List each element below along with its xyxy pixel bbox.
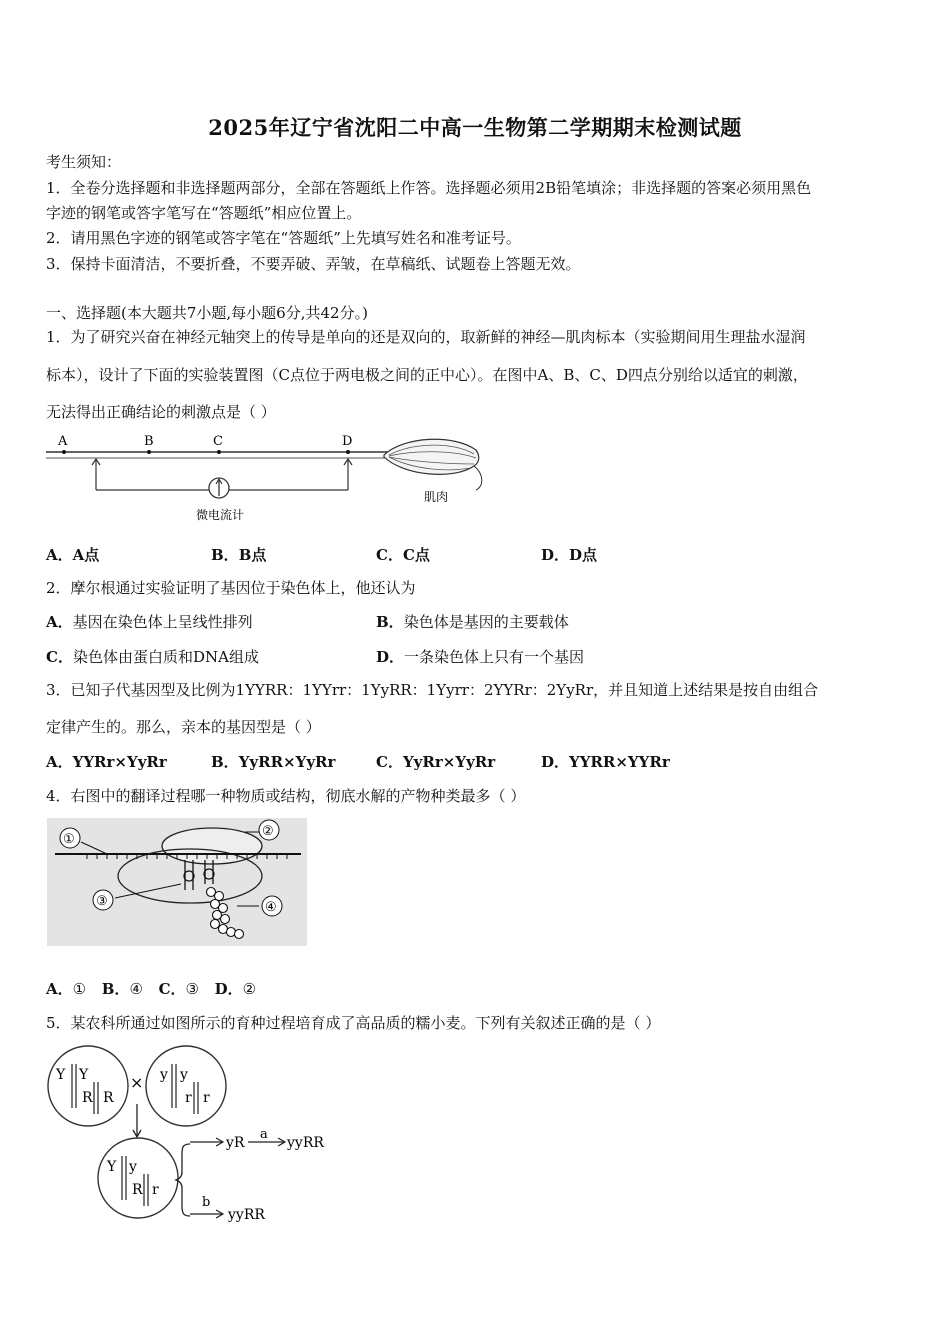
notice-item: 2．请用黑色字迹的钢笔或答字笔在“答题纸”上先填写姓名和准考证号。: [46, 229, 521, 247]
svg-text:r: r: [185, 1090, 192, 1106]
q2-option-c: C．染色体由蛋白质和DNA组成: [46, 648, 259, 666]
page-title: 2025年辽宁省沈阳二中高一生物第二学期期末检测试题: [208, 115, 742, 140]
question-3-line: 定律产生的。那么，亲本的基因型是（ ）: [46, 718, 321, 736]
svg-text:y: y: [129, 1159, 137, 1175]
b-out-genotype: yyRR: [228, 1207, 265, 1223]
svg-text:R: R: [132, 1182, 143, 1198]
label-3: ③: [96, 894, 108, 909]
label-1: ①: [63, 832, 75, 847]
muscle-label: 肌肉: [424, 490, 449, 504]
point-a-label: A: [58, 434, 68, 449]
svg-text:y: y: [160, 1067, 168, 1083]
notice-item: 1．全卷分选择题和非选择题两部分，全部在答题纸上作答。选择题必须用2B铅笔填涂；非选择题的答案必须用黑色: [46, 179, 812, 197]
breeding-figure: [44, 1044, 344, 1224]
translation-figure: [47, 818, 307, 946]
q1-option-c: C．C点: [376, 546, 430, 564]
label-4: ④: [265, 900, 277, 915]
question-2-stem: 2．摩尔根通过实验证明了基因位于染色体上，他还认为: [46, 579, 416, 597]
q3-option-b: B．YyRR×YyRr: [211, 753, 336, 771]
cross-symbol: ×: [130, 1073, 144, 1092]
svg-text:Y: Y: [107, 1159, 117, 1175]
question-1-line: 无法得出正确结论的刺激点是（ ）: [46, 403, 276, 421]
notice-heading: 考生须知：: [46, 153, 122, 171]
q3-option-c: C．YyRr×YyRr: [376, 753, 496, 771]
q4-options: A．① B．④ C．③ D．②: [46, 980, 257, 998]
q3-option-d: D．YYRR×YYRr: [541, 753, 670, 771]
question-5-stem: 5．某农科所通过如图所示的育种过程培育成了高品质的糯小麦。下列有关叙述正确的是（ ）: [46, 1014, 661, 1032]
q2-option-d: D．一条染色体上只有一个基因: [376, 648, 585, 666]
point-c-label: C: [213, 434, 223, 449]
q1-option-b: B．B点: [211, 546, 267, 564]
notice-item: 3．保持卡面清洁，不要折叠，不要弄破、弄皱，在草稿纸、试题卷上答题无效。: [46, 255, 581, 273]
svg-text:r: r: [203, 1090, 210, 1106]
point-b-label: B: [144, 434, 154, 449]
svg-text:r: r: [152, 1182, 159, 1198]
branch-a-label: a: [260, 1127, 268, 1142]
svg-text:Y: Y: [56, 1067, 66, 1083]
q2-option-b: B．染色体是基因的主要载体: [376, 613, 569, 631]
question-4-stem: 4．右图中的翻译过程哪一种物质或结构，彻底水解的产物种类最多（ ）: [46, 787, 526, 805]
q3-option-a: A．YYRr×YyRr: [46, 753, 167, 771]
section-heading: 一、选择题(本大题共7小题,每小题6分,共42分。): [46, 304, 368, 322]
nerve-muscle-figure: [44, 428, 484, 528]
meter-label: 微电流计: [196, 508, 245, 522]
svg-text:Y: Y: [79, 1067, 89, 1083]
question-1-line: 标本），设计了下面的实验装置图（C点位于两电极之间的正中心）。在图中A、B、C、D四点分别给以适宜的刺激，: [46, 366, 808, 384]
question-3-line: 3．已知子代基因型及比例为1YYRR：1YYrr：1YyRR：1Yyrr：2YYRr：2YyRr，并且知道上述结果是按自由组合: [46, 681, 819, 699]
q2-option-a: A．基因在染色体上呈线性排列: [46, 613, 253, 631]
svg-text:R: R: [103, 1090, 114, 1106]
branch-b-label: b: [202, 1195, 211, 1210]
svg-text:R: R: [82, 1090, 93, 1106]
q1-option-a: A．A点: [46, 546, 100, 564]
q1-option-d: D．D点: [541, 546, 598, 564]
svg-text:y: y: [180, 1067, 188, 1083]
label-2: ②: [262, 824, 274, 839]
a-mid-genotype: yR: [226, 1135, 245, 1151]
question-1-line: 1．为了研究兴奋在神经元轴突上的传导是单向的还是双向的，取新鲜的神经—肌肉标本（实验期间用生理盐水湿润: [46, 328, 806, 346]
notice-item: 字迹的钢笔或答字笔写在“答题纸”相应位置上。: [46, 204, 362, 222]
point-d-label: D: [342, 434, 353, 449]
a-out-genotype: yyRR: [287, 1135, 324, 1151]
